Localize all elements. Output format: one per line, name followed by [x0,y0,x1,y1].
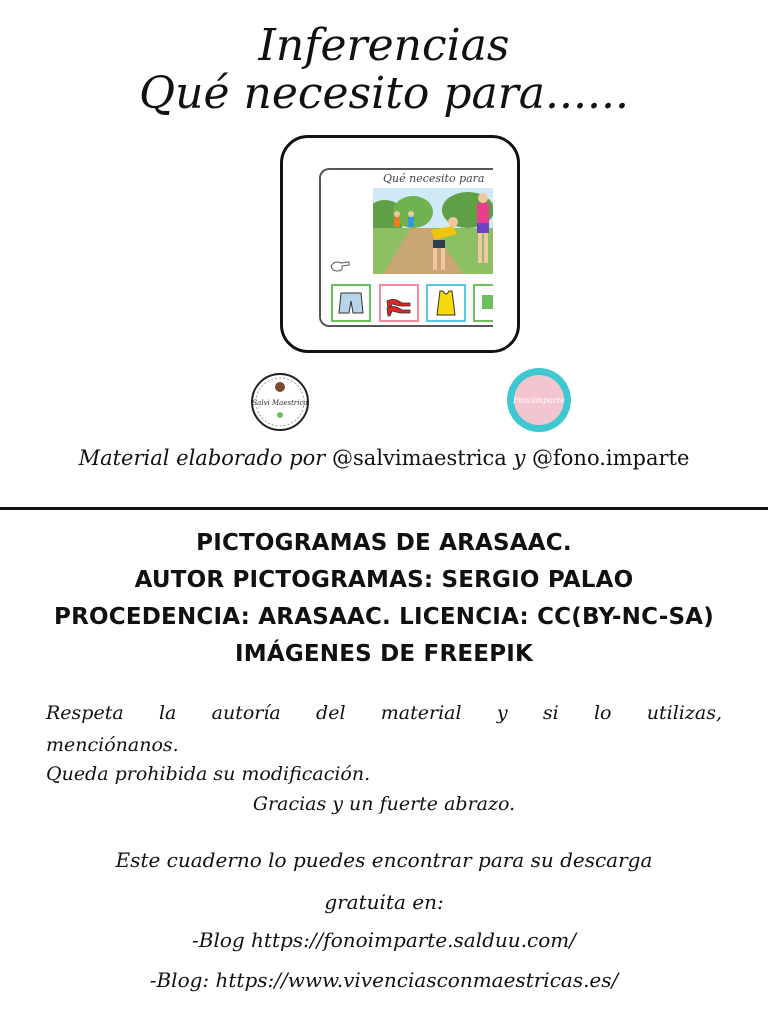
download-line2: gratuita en: [324,890,444,914]
shorts-icon [336,289,366,317]
notice-line1: Respeta la autoría del material y si lo utilizas, [46,702,722,724]
download-line1: Este cuaderno lo puedes encontrar para su descarga [115,848,653,872]
high-heels-icon [384,289,414,317]
credit-line [0,446,768,470]
option-card-shorts [331,284,371,322]
salvimaestrica-logo [250,372,310,436]
preview-image-frame [280,135,520,353]
notice-line3: Queda prohibida su modificación. [46,763,371,785]
preview-page [319,168,493,327]
section-divider [0,507,768,510]
notice-line4: Gracias y un fuerte abrazo. [252,793,516,815]
page-title-line1: Inferencias [258,20,510,71]
license-line-pictograms: PICTOGRAMAS DE ARASAAC. [196,530,572,556]
credit-prefix: Material elaborado por [78,446,326,470]
hand-pointer-icon [329,258,351,277]
license-line-images: IMÁGENES DE FREEPIK [234,641,534,667]
page-title-line2: Qué necesito para...... [139,68,629,119]
svg-text:Fonoimparte: Fonoimparte [513,396,565,405]
option-card-heels [379,284,419,322]
option-card-partial [473,284,493,322]
credit-handle-fonoimparte: @fono.imparte [532,446,690,470]
svg-text:Salvi Maestrica: Salvi Maestrica [252,399,308,407]
preview-title: Qué necesito para [383,172,485,185]
notice-line2: menciónanos. [46,734,179,756]
option-card-tank-top [426,284,466,322]
license-line-origin: PROCEDENCIA: ARASAAC. LICENCIA: CC(BY-NC-SA) [54,604,714,630]
license-line-author: AUTOR PICTOGRAMAS: SERGIO PALAO [134,567,634,593]
credit-handle-salvimaestrica: @salvimaestrica [332,446,507,470]
preview-scene-image [373,188,493,274]
fonoimparte-logo [505,366,573,438]
blog-link-vivencias[interactable]: -Blog: https://www.vivenciasconmaestricas.es/ [149,968,619,992]
blog-link-fonoimparte[interactable]: -Blog https://fonoimparte.salduu.com/ [192,928,576,952]
credit-conjunction: y [513,446,526,470]
tank-top-icon [431,289,461,317]
